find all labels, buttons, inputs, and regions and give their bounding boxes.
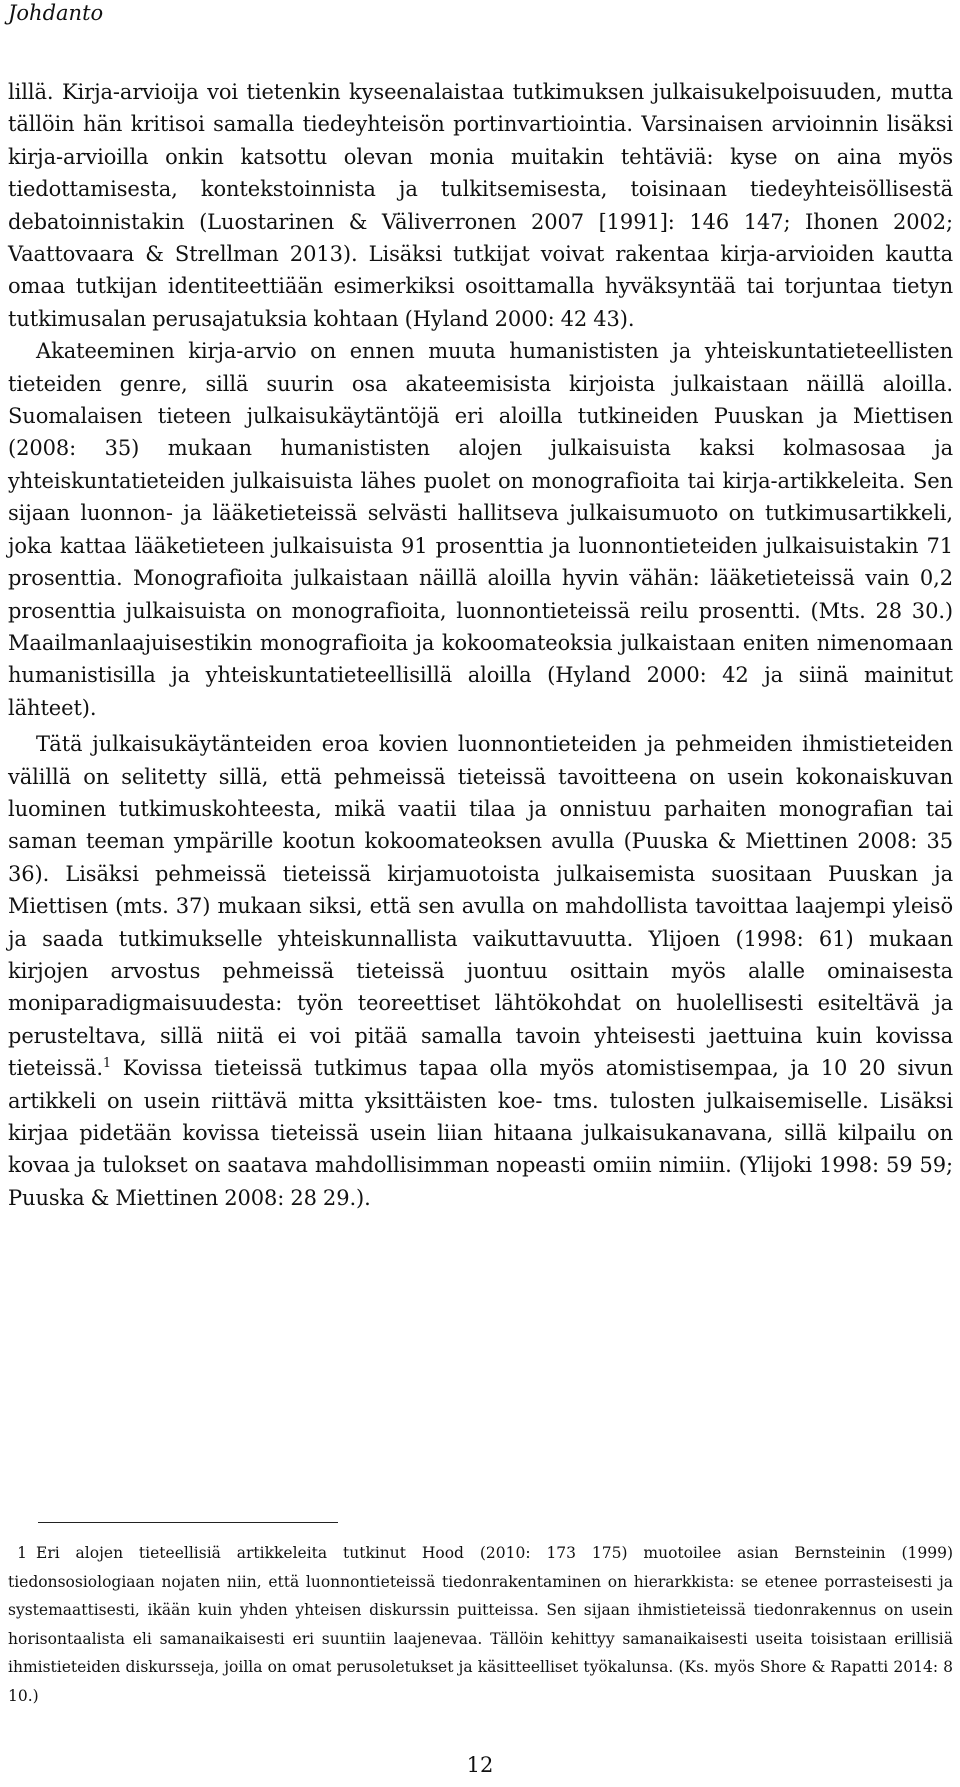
footnote-reference[interactable]: 1	[102, 1056, 112, 1072]
footnote-separator	[38, 1522, 338, 1523]
paragraph-3-continuation: Kovissa tieteissä tutkimus tapaa olla myös atomistisempaa, ja 10 20 sivun artikkeli on usein riittävä mitta yksittäisten koe- tms. tulosten julkaisemiselle. Lisäksi kirjaa pidetään kovissa tieteissä usein liian hitaana julkaisukanavana, sillä kilpailu on kovaa ja tulokset on saatava mahdollisimman nopeasti omiin nimiin. (Ylijoki 1998: 59 59; Puuska & Miettinen 2008: 28 29.).	[8, 1056, 953, 1210]
running-head: Johdanto	[8, 1, 104, 25]
footnote-marker: 1	[17, 1544, 27, 1562]
footnote-text: Eri alojen tieteellisiä artikkeleita tutkinut Hood (2010: 173 175) muotoilee asian Bernsteinin (1999) tiedonsosiologiaan nojaten niin, että luonnontieteissä tiedonrakentaminen on hierarkkista: se etenee porrasteisesti ja systemaattisesti, ikään kuin yhden yhteisen diskurssin puitteissa. Sen sijaan ihmistieteissä tiedonrakennus on usein horisontaalista eli samanaikaisesti eri suuntiin laajenevaa. Tällöin kehittyy samanaikaisesti useita toisistaan erillisiä ihmistieteiden diskursseja, joilla on omat perusoletukset ja käsitteelliset työkalunsa. (Ks. myös Shore & Rapatti 2014: 8 10.)	[8, 1544, 953, 1705]
paragraph-3-text: Tätä julkaisukäytänteiden eroa kovien luonnontieteiden ja pehmeiden ihmistieteiden välillä on selitetty sillä, että pehmeissä tieteissä tavoitteena on usein kokonaiskuvan luominen tutkimuskohteesta, mikä vaatii tilaa ja onnistuu parhaiten monografian tai saman teeman ympärille kootun kokoomateoksen avulla (Puuska & Miettinen 2008: 35 36). Lisäksi pehmeissä tieteissä kirjamuotoista julkaisemista suositaan Puuskan ja Miettisen (mts. 37) mukaan siksi, että sen avulla on mahdollista tavoittaa laajempi yleisö ja saada tutkimukselle yhteiskunnallista vaikuttavuutta. Ylijoen (1998: 61) mukaan kirjojen arvostus pehmeissä tieteissä juontuu osittain myös alalle ominaisesta moniparadigmaisuudesta: työn teoreettiset lähtökohdat on huolellisesti esiteltävä ja perusteltava, sillä niitä ei voi pitää samalla tavoin yhteisesti jaettuina kuin kovissa tieteissä.	[8, 732, 953, 1081]
footnote	[8, 1539, 953, 1710]
paragraph-2: Akateeminen kirja-arvio on ennen muuta humanististen ja yhteiskuntatieteellisten tieteiden genre, sillä suurin osa akateemisista kirjoista julkaistaan näillä aloilla. Suomalaisen tieteen julkaisukäytäntöjä eri aloilla tutkineiden Puuskan ja Miettisen (2008: 35) mukaan humanististen alojen julkaisuista kaksi kolmasosaa ja yhteiskuntatieteiden julkaisuista lähes puolet on monografioita tai kirja-artikkeleita. Sen sijaan luonnon- ja lääketieteissä selvästi hallitseva julkaisumuoto on tutkimusartikkeli, joka kattaa lääketieteen julkaisuista 91 prosenttia ja luonnontieteiden julkaisuistakin 71 prosenttia. Monografioita julkaistaan näillä aloilla hyvin vähän: lääketieteissä vain 0,2 prosenttia julkaisuista on monografioita, luonnontieteissä reilu prosentti. (Mts. 28 30.) Maailmanlaajuisestikin monografioita ja kokoomateoksia julkaistaan eniten nimenomaan humanistisilla ja yhteiskuntatieteellisillä aloilla (Hyland 2000: 42 ja siinä mainitut lähteet).	[8, 339, 953, 720]
page-number: 12	[466, 1753, 494, 1777]
body-text	[8, 76, 953, 1214]
paragraph-1: lillä. Kirja-arvioija voi tietenkin kyseenalaistaa tutkimuksen julkaisukelpoisuuden, mutta tällöin hän kritisoi samalla tiedeyhteisön portinvartiointia. Varsinaisen arvioinnin lisäksi kirja-arvioilla onkin katsottu olevan monia muitakin tehtäviä: kyse on aina myös tiedottamisesta, kontekstoinnista ja tulkitsemisesta, toisinaan tiedeyhteisöllisestä debatoinnistakin (Luostarinen & Väliverronen 2007 [1991]: 146 147; Ihonen 2002; Vaattovaara & Strellman 2013). Lisäksi tutkijat voivat rakentaa kirja-arvioiden kautta omaa tutkijan identiteettiään esimerkiksi osoittamalla hyväksyntää tai torjuntaa tietyn tutkimusalan perusajatuksia kohtaan (Hyland 2000: 42 43).	[8, 80, 953, 331]
paragraph-3	[8, 728, 953, 1214]
